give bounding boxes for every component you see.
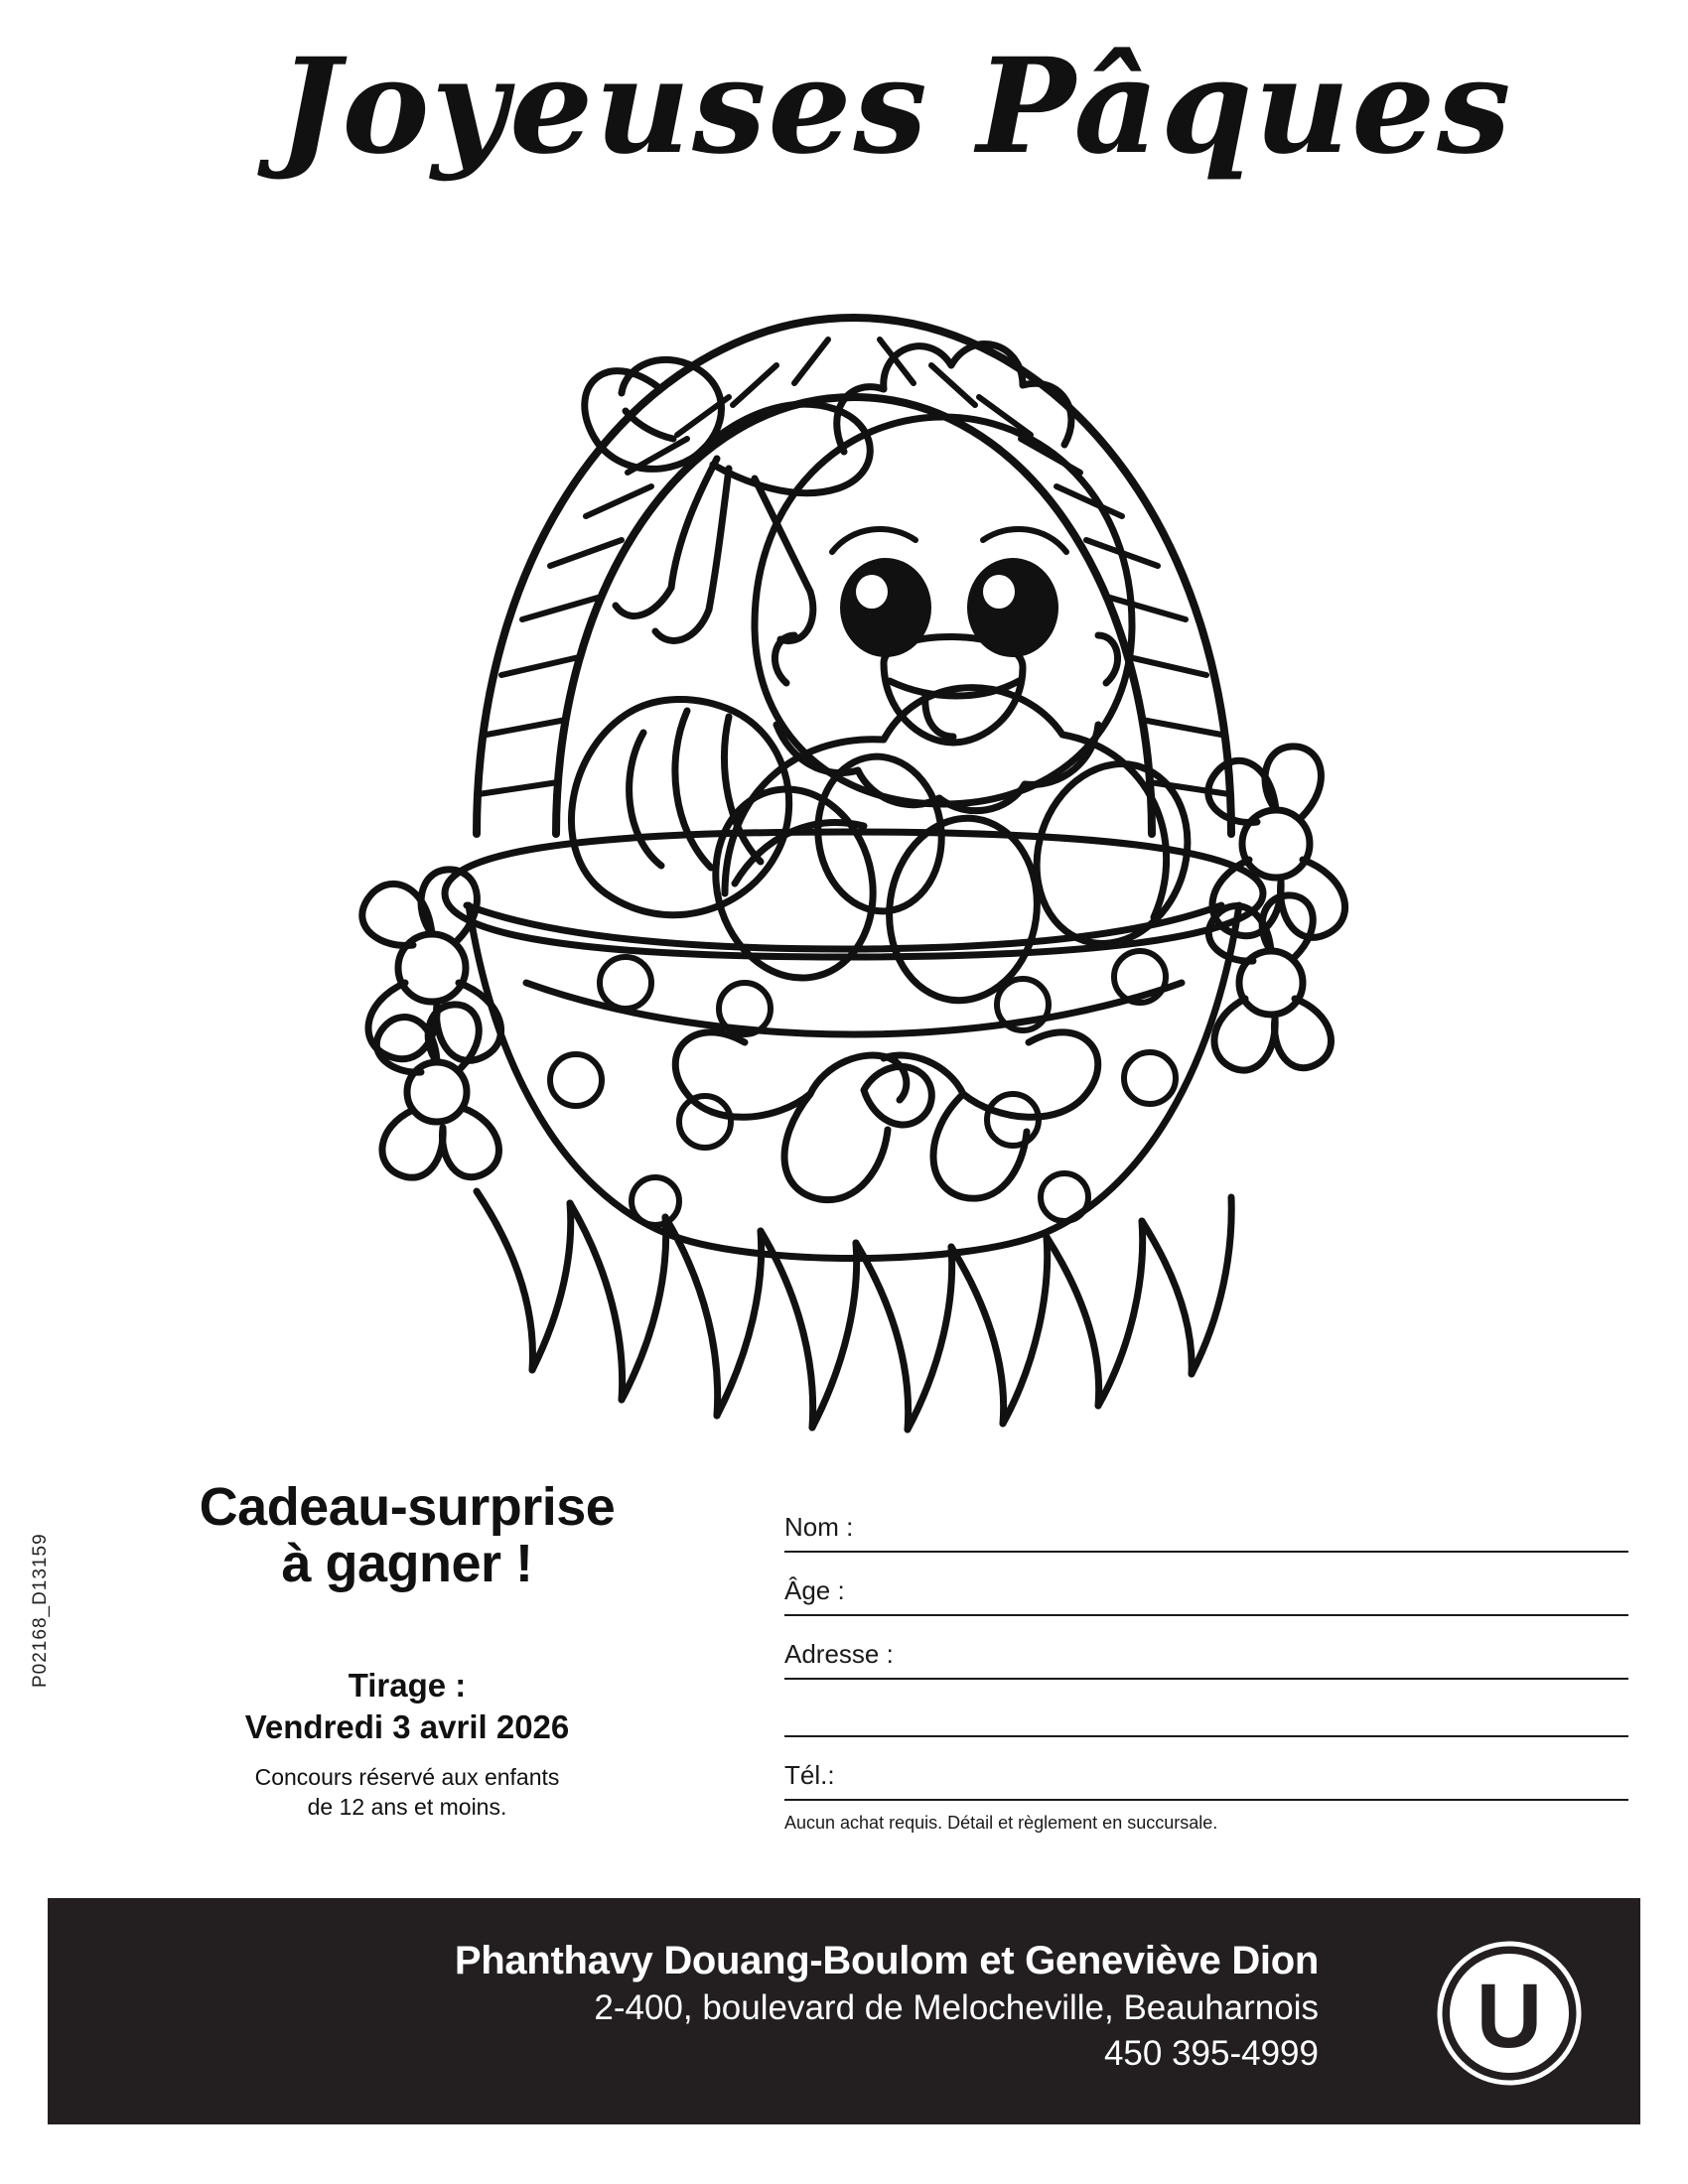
field-age-label: Âge : [784,1575,845,1605]
merchant-names: Phanthavy Douang-Boulom et Geneviève Dion [454,1939,1319,1982]
promo-block [89,1479,725,1823]
easter-basket-illustration [328,199,1380,1459]
page-title: Joyeuses Pâques [278,30,1513,184]
field-nom-label: Nom : [784,1512,854,1542]
store-address: 2-400, boulevard de Melocheville, Beauharnois [594,1988,1319,2027]
promo-headline [89,1479,725,1591]
footer-text [167,1936,1358,2076]
reference-code: P02168_D13159 [30,1533,51,1688]
uniprix-logo [1436,1940,1583,2087]
field-adresse[interactable] [784,1616,1628,1680]
contest-restriction-line1: Concours réservé aux enfants [254,1763,560,1790]
draw-label: Tirage : [348,1667,467,1705]
field-age[interactable] [784,1553,1628,1616]
svg-text:U: U [1476,1966,1543,2067]
contest-restriction [89,1763,725,1823]
contest-restriction-line2: de 12 ans et moins. [307,1793,507,1820]
legal-note: Aucun achat requis. Détail et règlement en succursale. [784,1813,1218,1833]
field-adresse-line2[interactable] [784,1680,1628,1737]
store-phone: 450 395-4999 [1103,2033,1319,2073]
field-tel-label: Tél.: [784,1760,835,1790]
footer-bar [48,1898,1640,2124]
promo-headline-line2: à gagner ! [281,1533,533,1593]
field-tel[interactable] [784,1737,1628,1801]
field-nom[interactable] [784,1489,1628,1553]
entry-form [784,1489,1628,1834]
draw-date: Vendredi 3 avril 2026 [244,1707,570,1745]
promo-headline-line1: Cadeau-surprise [199,1477,616,1537]
field-adresse-label: Adresse : [784,1639,894,1669]
